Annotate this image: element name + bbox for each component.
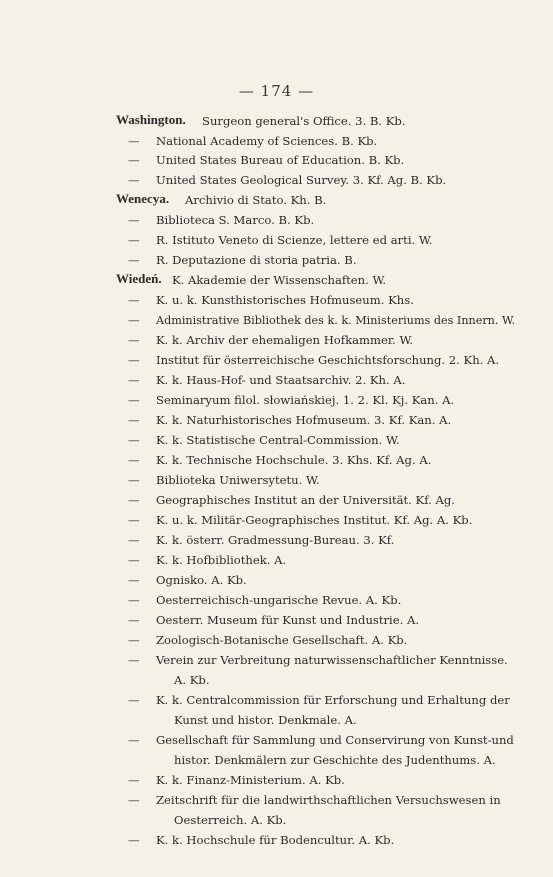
place-name: Wenecya. <box>116 191 170 206</box>
page-number: — 174 — <box>238 82 315 100</box>
entry-text: United States Geological Survey. 3. Kf. Ag. B. Kb. <box>156 173 447 187</box>
ditto-dash: — <box>128 593 140 607</box>
entry-continuation: Kunst und histor. Denkmale. A. <box>174 713 357 727</box>
entry-text: Surgeon general's Office. 3. B. Kb. <box>202 114 406 128</box>
ditto-dash: — <box>128 413 140 427</box>
ditto-dash: — <box>128 173 140 187</box>
ditto-dash: — <box>128 213 140 227</box>
ditto-dash: — <box>128 553 140 567</box>
ditto-dash: — <box>128 453 140 467</box>
entry-continuation: Oesterreich. A. Kb. <box>174 813 287 827</box>
entry-text: Verein zur Verbreitung naturwissenschaftlicher Kenntnisse. <box>156 653 508 667</box>
entry-text: United States Bureau of Education. B. Kb. <box>156 153 405 167</box>
ditto-dash: — <box>128 333 140 347</box>
entry-text: National Academy of Sciences. B. Kb. <box>156 134 378 148</box>
ditto-dash: — <box>128 653 140 667</box>
entry-continuation: A. Kb. <box>174 673 210 687</box>
entry-text: K. k. Haus-Hof- und Staatsarchiv. 2. Kh. A. <box>156 373 406 387</box>
entry-text: K. k. Archiv der ehemaligen Hofkammer. W. <box>156 333 414 347</box>
ditto-dash: — <box>128 733 140 747</box>
ditto-dash: — <box>128 493 140 507</box>
entry-text: Institut für österreichische Geschichtsforschung. 2. Kh. A. <box>156 353 500 367</box>
ditto-dash: — <box>128 313 140 327</box>
entry-continuation: histor. Denkmälern zur Geschichte des Judenthums. A. <box>174 753 496 767</box>
entry-text: K. k. Technische Hochschule. 3. Khs. Kf. Ag. A. <box>156 453 432 467</box>
ditto-dash: — <box>128 473 140 487</box>
entry-text: K. k. Finanz-Ministerium. A. Kb. <box>156 773 345 787</box>
entry-text: K. k. Statistische Central-Commission. W. <box>156 433 400 447</box>
entry-text: Zeitschrift für die landwirthschaftlichen Versuchswesen in <box>156 793 501 807</box>
ditto-dash: — <box>128 134 140 148</box>
ditto-dash: — <box>128 353 140 367</box>
entry-text: R. Deputazione di storia patria. B. <box>156 253 357 267</box>
entry-text: K. k. Naturhistorisches Hofmuseum. 3. Kf. Kan. A. <box>156 413 452 427</box>
entry-text: K. k. Hochschule für Bodencultur. A. Kb. <box>156 833 395 847</box>
entry-text: Biblioteka Uniwersytetu. W. <box>156 473 320 487</box>
entry-text: R. Istituto Veneto di Scienze, lettere ed arti. W. <box>156 233 433 247</box>
ditto-dash: — <box>128 393 140 407</box>
entry-text: K. u. k. Militär-Geographisches Institut. Kf. Ag. A. Kb. <box>156 513 473 527</box>
entry-text: Archivio di Stato. Kh. B. <box>185 193 327 207</box>
ditto-dash: — <box>128 773 140 787</box>
entry-text: Zoologisch-Botanische Gesellschaft. A. Kb. <box>156 633 408 647</box>
ditto-dash: — <box>128 693 140 707</box>
entry-text: K. k. Centralcommission für Erforschung und Erhaltung der <box>156 693 510 707</box>
ditto-dash: — <box>128 253 140 267</box>
entry-text: K. u. k. Kunsthistorisches Hofmuseum. Khs. <box>156 293 414 307</box>
ditto-dash: — <box>128 513 140 527</box>
ditto-dash: — <box>128 533 140 547</box>
entry-text: K. Akademie der Wissenschaften. W. <box>172 273 387 287</box>
place-name: Washington. <box>116 112 186 127</box>
entry-text: Oesterr. Museum für Kunst und Industrie. A. <box>156 613 420 627</box>
ditto-dash: — <box>128 153 140 167</box>
entry-text: Biblioteca S. Marco. B. Kb. <box>156 213 315 227</box>
ditto-dash: — <box>128 233 140 247</box>
ditto-dash: — <box>128 433 140 447</box>
entry-text: Geographisches Institut an der Universität. Kf. Ag. <box>156 493 455 507</box>
entry-text: K. k. österr. Gradmessung-Bureau. 3. Kf. <box>156 533 395 547</box>
entry-text: Administrative Bibliothek des k. k. Ministeriums des Innern. W. <box>156 313 516 327</box>
ditto-dash: — <box>128 573 140 587</box>
entry-text: Ognisko. A. Kb. <box>156 573 247 587</box>
entry-text: K. k. Hofbibliothek. A. <box>156 553 287 567</box>
place-name: Wiedeń. <box>116 271 162 286</box>
entry-text: Oesterreichisch-ungarische Revue. A. Kb. <box>156 593 402 607</box>
ditto-dash: — <box>128 793 140 807</box>
ditto-dash: — <box>128 293 140 307</box>
ditto-dash: — <box>128 373 140 387</box>
ditto-dash: — <box>128 833 140 847</box>
ditto-dash: — <box>128 613 140 627</box>
entry-text: Seminaryum filol. słowiańskiej. 1. 2. Kl. Kj. Kan. A. <box>156 393 455 407</box>
ditto-dash: — <box>128 633 140 647</box>
entry-text: Gesellschaft für Sammlung und Conservirung von Kunst-und <box>156 733 514 747</box>
